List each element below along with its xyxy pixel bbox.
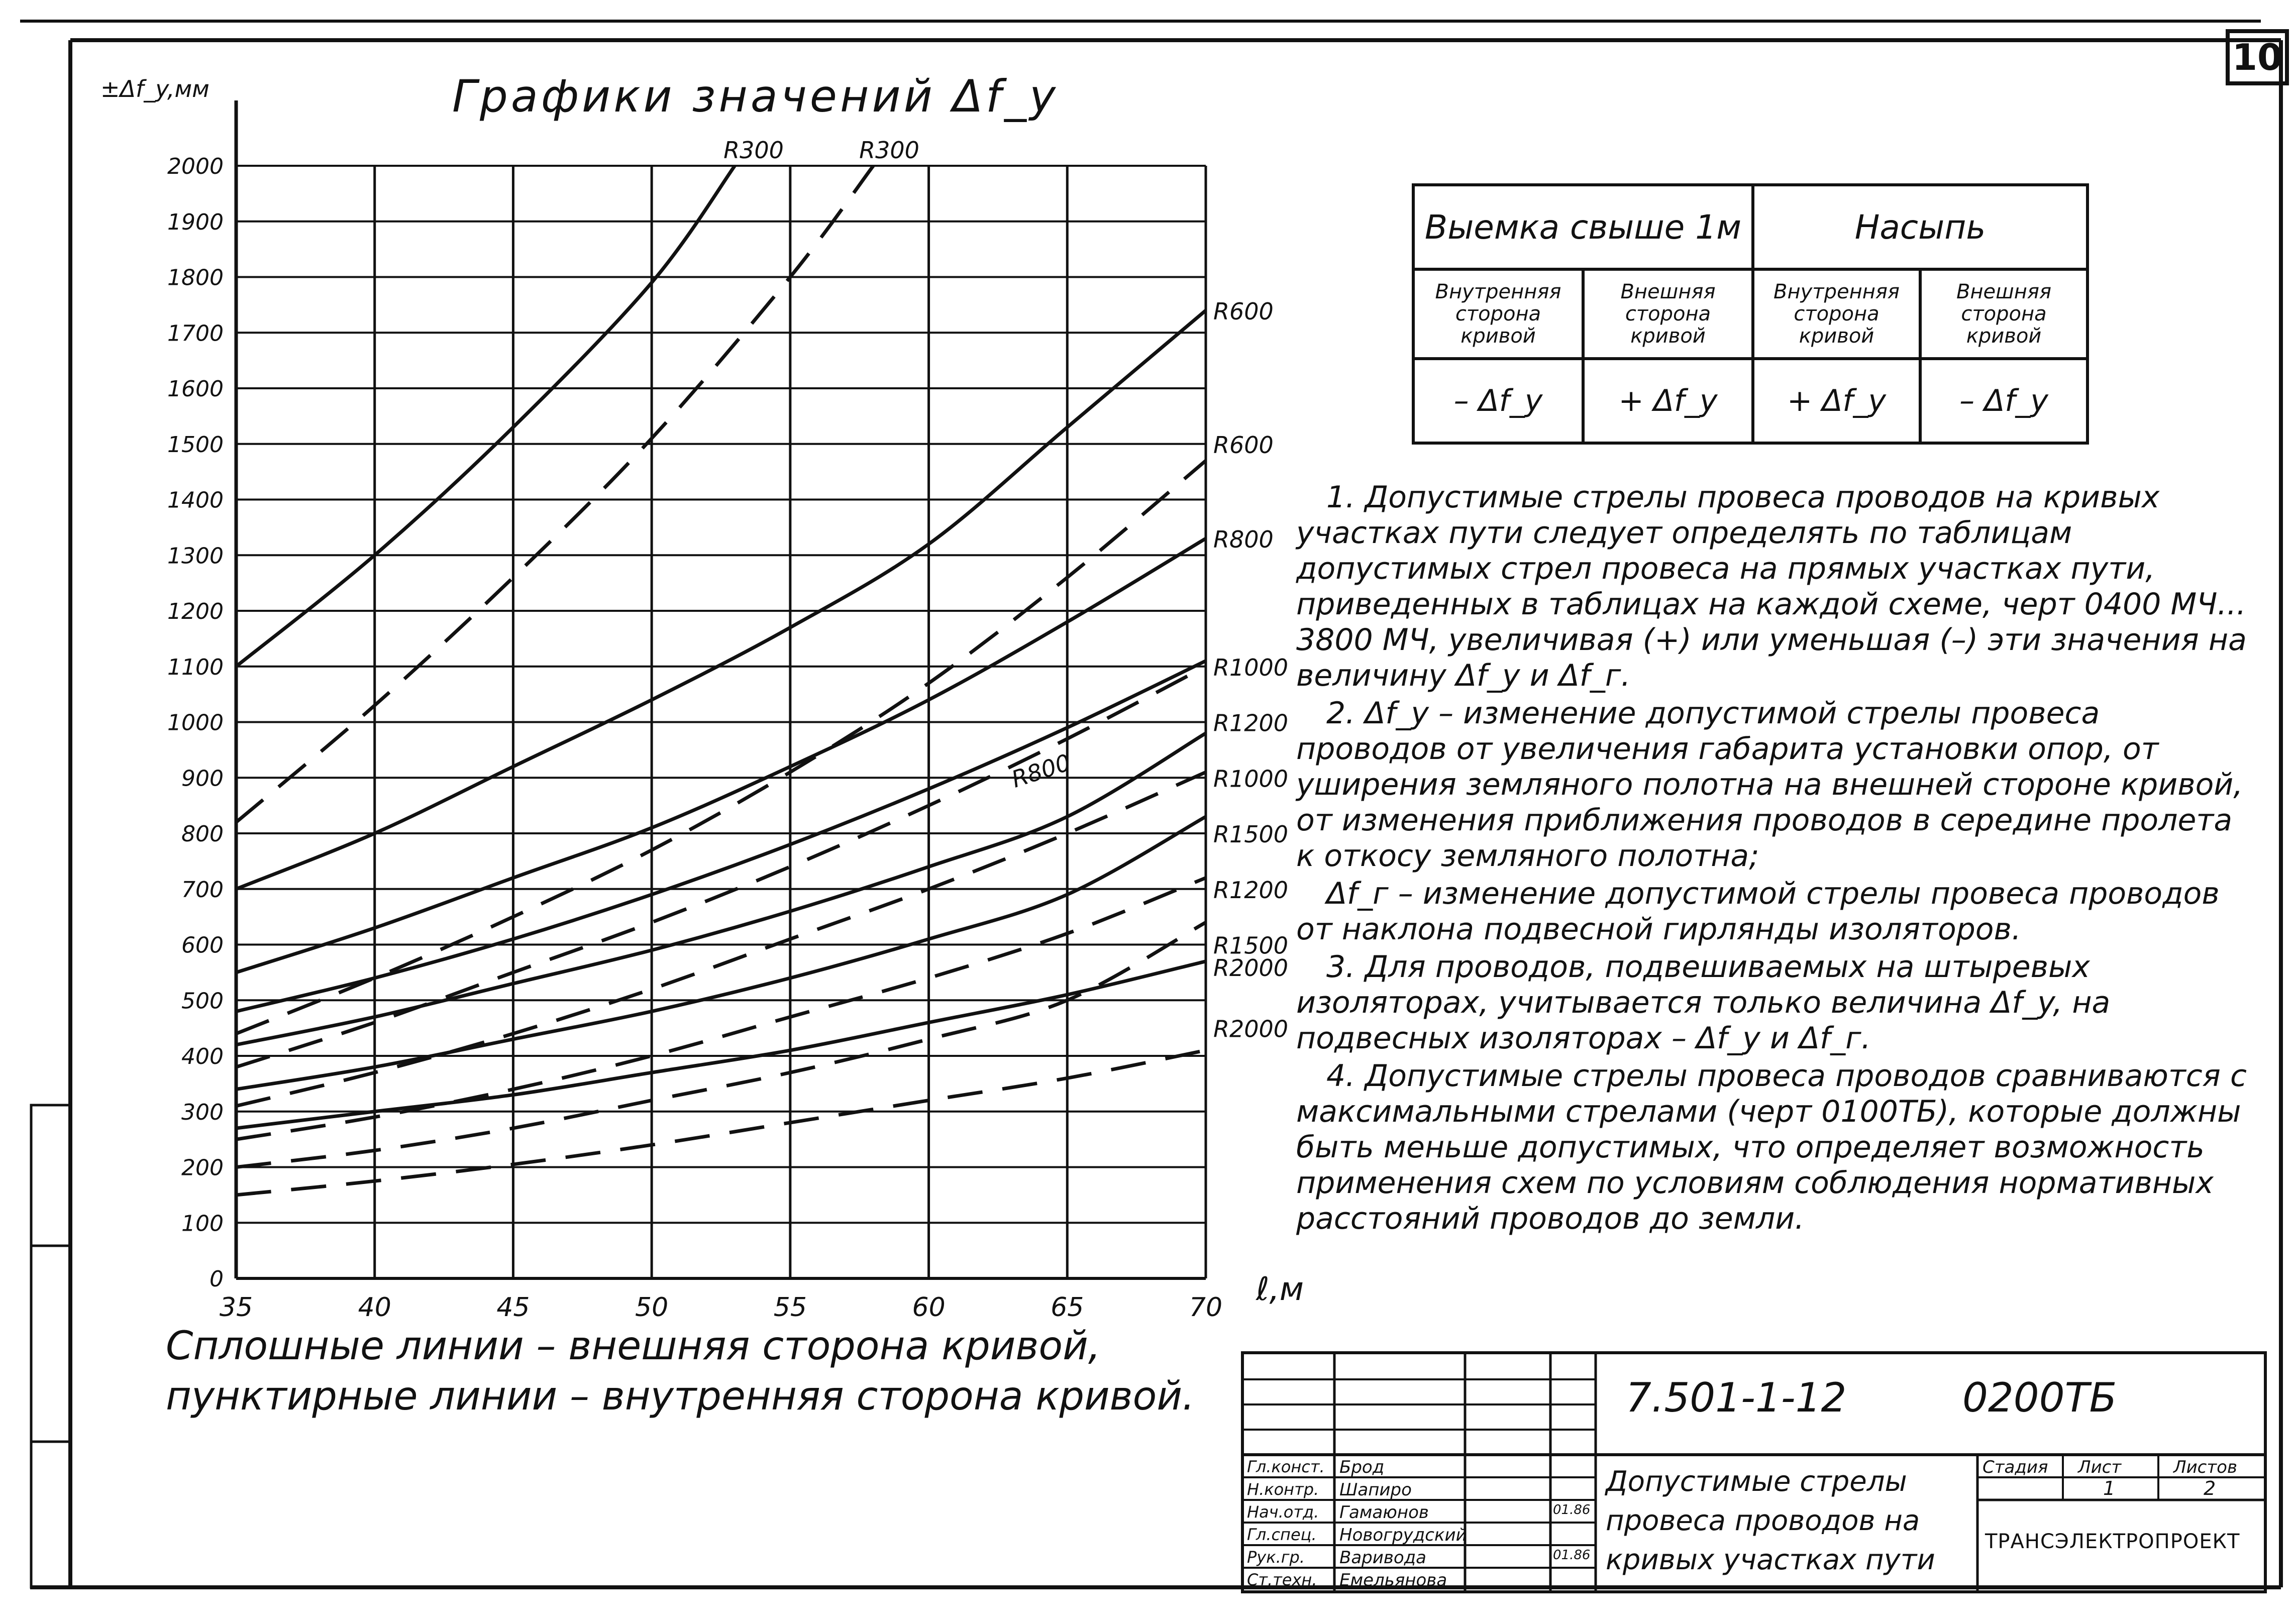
y-tick-label: 1100 xyxy=(167,654,224,680)
title-block xyxy=(1241,1351,2267,1593)
sheet-value: 1 xyxy=(2103,1477,2116,1499)
signer-name: Емельянова xyxy=(1339,1570,1447,1590)
curve-label: R800 xyxy=(1008,748,1074,793)
x-tick-label: 60 xyxy=(912,1292,946,1323)
sub-cut-inner: Внутренняя сторона кривой xyxy=(1413,269,1583,359)
organization: ТРАНСЭЛЕКТРОПРОЕКТ xyxy=(1985,1530,2240,1553)
curve-label: R600 xyxy=(1213,297,1274,325)
val-fill-outer: – Δf_y xyxy=(1920,359,2088,443)
y-tick-label: 1700 xyxy=(167,320,224,347)
x-tick-label: 50 xyxy=(635,1292,669,1323)
note-1: 1. Допустимые стрелы провеса проводов на кривых участках пути следует определять по таблицам допустимых стрел провеса на прямых участках пути, приведенных в таблицах на каждой схеме, черт 0400 МЧ... 3800 МЧ, увеличивая (+) или уменьшая (–) эти значения на величину Δf_y и Δf_г. xyxy=(1296,480,2247,693)
doc-code: 7.501-1-12 xyxy=(1626,1374,1847,1421)
curve-label: R1000 xyxy=(1213,765,1289,793)
sheet-label: Лист xyxy=(2078,1457,2122,1477)
signer-role: Гл.конст. xyxy=(1247,1457,1325,1476)
signer-role: Нач.отд. xyxy=(1247,1502,1319,1522)
direction-table xyxy=(1412,183,2089,445)
header-cut: Выемка свыше 1м xyxy=(1413,185,1753,269)
y-tick-label: 100 xyxy=(181,1211,224,1237)
note-3: 3. Для проводов, подвешиваемых на штыревых изоляторах, учитывается только величина Δf_y, на подвесных изоляторах – Δf_y и Δf_г. xyxy=(1296,949,2111,1056)
chart-title: Графики значений Δf_y xyxy=(452,70,1059,122)
series-line-r1200-dashed xyxy=(236,878,1206,1140)
y-tick-label: 1000 xyxy=(167,710,224,736)
series-line-r800-dashed xyxy=(236,667,1206,1067)
y-axis-label: ±Δf_y,мм xyxy=(100,75,210,102)
series-line-r1000-solid xyxy=(236,661,1206,1012)
y-tick-label: 1200 xyxy=(167,599,224,624)
curve-label: R600 xyxy=(1213,431,1274,459)
series-line-r1500-dashed xyxy=(236,922,1206,1167)
y-tick-label: 600 xyxy=(181,932,224,958)
signer-role: Рук.гр. xyxy=(1247,1548,1305,1567)
curve-label: R300 xyxy=(859,137,919,164)
val-cut-outer: + Δf_y xyxy=(1583,359,1753,443)
series-line-r1500-solid xyxy=(236,817,1206,1090)
drawing-code: 0200ТБ xyxy=(1962,1374,2117,1421)
note-2: 2. Δf_y – изменение допустимой стрелы провеса проводов от увеличения габарита установки опор, от уширения земляного полотна на внешней стороне кривой, от изменения приближения проводов в середине пролета к откосу земляного полотна; xyxy=(1296,696,2243,874)
curve-label: R1000 xyxy=(1213,654,1289,681)
description: Допустимые стрелы провеса проводов на кривых участках пути xyxy=(1606,1465,1935,1576)
x-tick-label: 70 xyxy=(1189,1292,1223,1323)
legend xyxy=(166,1321,1196,1422)
curve-label: R1500 xyxy=(1213,821,1289,848)
y-tick-label: 800 xyxy=(181,821,224,847)
series-line-r300-solid xyxy=(236,166,735,667)
stage-label: Стадия xyxy=(1982,1457,2048,1477)
sub-cut-outer: Внешняя сторона кривой xyxy=(1583,269,1753,359)
signer-role: Гл.спец. xyxy=(1247,1525,1317,1544)
y-tick-label: 0 xyxy=(210,1266,224,1292)
note-4: 4. Допустимые стрелы провеса проводов сравниваются с максимальными стрелами (черт 0100ТБ), которые должны быть меньше допустимых, что определяет возможность применения схем по условиям соблюдения нормативных расстояний проводов до земли. xyxy=(1296,1058,2247,1236)
signer-role: Ст.техн. xyxy=(1247,1570,1317,1589)
curve-label: R1200 xyxy=(1213,709,1289,737)
val-fill-inner: + Δf_y xyxy=(1753,359,1920,443)
signer-name: Новогрудский xyxy=(1339,1525,1467,1545)
y-tick-label: 700 xyxy=(181,877,224,903)
y-tick-label: 500 xyxy=(181,988,224,1014)
sheets-value: 2 xyxy=(2204,1477,2216,1499)
notes xyxy=(1296,480,2256,1239)
y-tick-label: 300 xyxy=(181,1099,224,1125)
y-tick-label: 1600 xyxy=(167,376,224,402)
signer-date: 01.86 xyxy=(1553,1502,1591,1518)
x-tick-label: 65 xyxy=(1051,1292,1084,1323)
signer-name: Варивода xyxy=(1339,1548,1427,1568)
y-tick-label: 1800 xyxy=(167,265,224,291)
legend-dashed: пунктирные линии – внутренняя сторона кривой. xyxy=(166,1374,1195,1419)
signer-name: Брод xyxy=(1339,1457,1385,1477)
y-tick-label: 1500 xyxy=(167,431,224,458)
note-2b: Δf_г – изменение допустимой стрелы провеса проводов от наклона подвесной гирлянды изоляторов. xyxy=(1296,876,2220,947)
signer-date: 01.86 xyxy=(1553,1548,1591,1563)
signer-name: Шапиро xyxy=(1339,1480,1412,1500)
y-tick-label: 1400 xyxy=(167,487,224,513)
series-line-r2000-dashed xyxy=(236,1050,1206,1195)
y-tick-label: 2000 xyxy=(167,154,224,179)
curve-label: R300 xyxy=(723,137,784,164)
header-fill: Насыпь xyxy=(1753,185,2088,269)
sub-fill-inner: Внутренняя сторона кривой xyxy=(1753,269,1920,359)
x-tick-label: 55 xyxy=(773,1292,807,1323)
y-tick-label: 1300 xyxy=(167,543,224,569)
legend-solid: Сплошные линии – внешняя сторона кривой, xyxy=(166,1324,1101,1369)
val-cut-inner: – Δf_y xyxy=(1413,359,1583,443)
series-line-r600-dashed xyxy=(236,461,1206,1034)
x-axis-unit: ℓ,м xyxy=(1256,1271,1304,1308)
series-line-r600-solid xyxy=(236,310,1206,889)
curve-label: R1500 xyxy=(1213,932,1289,959)
signer-role: Н.контр. xyxy=(1247,1480,1319,1499)
y-tick-label: 400 xyxy=(181,1044,224,1069)
y-tick-label: 200 xyxy=(181,1155,224,1181)
series-line-r2000-solid xyxy=(236,961,1206,1128)
x-tick-label: 40 xyxy=(358,1292,391,1323)
curve-label: R800 xyxy=(1213,526,1274,554)
y-tick-label: 1900 xyxy=(167,209,224,235)
signer-name: Гамаюнов xyxy=(1339,1502,1429,1523)
curve-label: R2000 xyxy=(1213,954,1289,982)
x-tick-label: 35 xyxy=(219,1292,253,1323)
x-tick-label: 45 xyxy=(496,1292,530,1323)
sub-fill-outer: Внешняя сторона кривой xyxy=(1920,269,2088,359)
series-line-r300-dashed xyxy=(236,166,873,822)
sheets-label: Листов xyxy=(2173,1457,2238,1477)
curve-label: R2000 xyxy=(1213,1015,1289,1043)
curve-label: R1200 xyxy=(1213,876,1289,904)
y-tick-label: 900 xyxy=(181,766,224,792)
sheet-number-box: 10 xyxy=(2226,29,2289,85)
